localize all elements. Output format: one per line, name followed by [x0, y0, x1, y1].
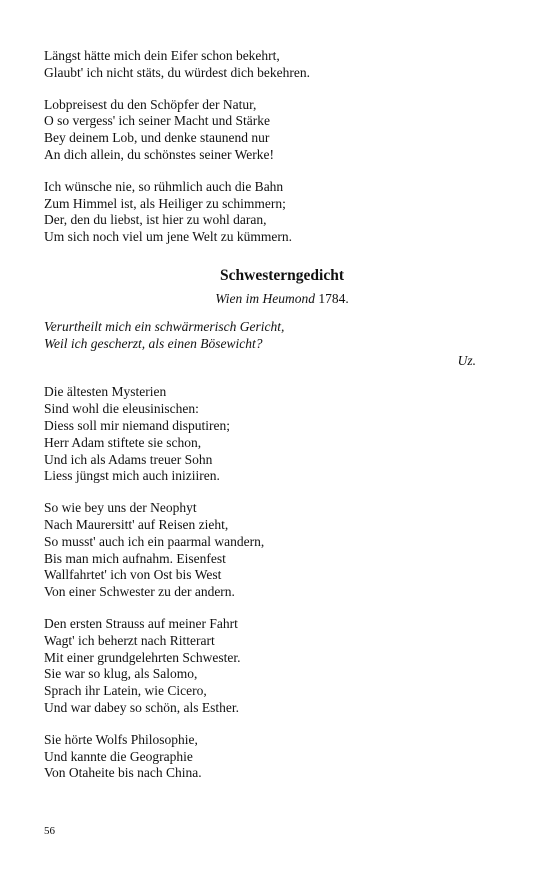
stanza [44, 97, 484, 164]
page-body [44, 48, 484, 797]
verse-line: An dich allein, du schönstes seiner Werke! [44, 146, 274, 162]
verse-line: Die ältesten Mysterien [44, 384, 167, 400]
epigraph [44, 319, 484, 369]
stanza-group-top [44, 48, 484, 246]
verse-line: Sie hörte Wolfs Philosophie, [44, 731, 198, 747]
verse-line: Mit einer grundgelehrten Schwester. [44, 649, 241, 665]
stanza [44, 179, 484, 246]
verse-line: Wagt' ich beherzt nach Ritterart [44, 632, 215, 648]
verse-line: Diess soll mir niemand disputiren; [44, 417, 230, 433]
stanza [44, 732, 484, 782]
verse-line: Um sich noch viel um jene Welt zu kümmern. [44, 229, 292, 245]
verse-line: Bis man mich aufnahm. Eisenfest [44, 550, 226, 566]
verse-line: Sprach ihr Latein, wie Cicero, [44, 683, 207, 699]
verse-line: Bey deinem Lob, und denke staunend nur [44, 130, 270, 146]
verse-line: So wie bey uns der Neophyt [44, 500, 197, 516]
poem-year: 1784. [318, 290, 349, 306]
poem-title: Schwesterngedicht [220, 266, 344, 284]
verse-line: Den ersten Strauss auf meiner Fahrt [44, 615, 238, 631]
epigraph-line: Verurtheilt mich ein schwärmerisch Gericht, [44, 318, 285, 334]
epigraph-line: Weil ich gescherzt, als einen Bösewicht? [44, 335, 263, 351]
poem-place: Wien im Heumond [215, 290, 315, 306]
verse-line: Und war dabey so schön, als Esther. [44, 699, 239, 715]
verse-line: Der, den du liebst, ist hier zu wohl daran, [44, 212, 267, 228]
stanza [44, 500, 484, 601]
verse-line: O so vergess' ich seiner Macht und Stärke [44, 113, 271, 129]
verse-line: Lobpreisest du den Schöpfer der Natur, [44, 96, 257, 112]
verse-line: Sie war so klug, als Salomo, [44, 666, 198, 682]
verse-line: So musst' auch ich ein paarmal wandern, [44, 533, 265, 549]
verse-line: Sind wohl die eleusinischen: [44, 401, 199, 417]
poem-date [44, 291, 484, 307]
verse-line: Von Otaheite bis nach China. [44, 765, 202, 781]
verse-line: Liess jüngst mich auch iniziiren. [44, 468, 220, 484]
stanza [44, 616, 484, 717]
verse-line: Von einer Schwester zu der andern. [44, 584, 235, 600]
stanza [44, 384, 484, 485]
verse-line: Zum Himmel ist, als Heiliger zu schimmern; [44, 195, 286, 211]
verse-line: Wallfahrtet' ich von Ost bis West [44, 567, 222, 583]
verse-line: Nach Maurersitt' auf Reisen zieht, [44, 516, 229, 532]
verse-line: Längst hätte mich dein Eifer schon bekehrt, [44, 48, 280, 63]
epigraph-author: Uz. [457, 352, 476, 368]
poem-body [44, 384, 484, 782]
verse-line: Glaubt' ich nicht stäts, du würdest dich bekehren. [44, 64, 310, 80]
verse-line: Und ich als Adams treuer Sohn [44, 451, 213, 467]
stanza [44, 48, 484, 82]
verse-line: Herr Adam stiftete sie schon, [44, 434, 202, 450]
page-number: 56 [44, 825, 55, 837]
verse-line: Ich wünsche nie, so rühmlich auch die Bahn [44, 178, 284, 194]
verse-line: Und kannte die Geographie [44, 748, 193, 764]
